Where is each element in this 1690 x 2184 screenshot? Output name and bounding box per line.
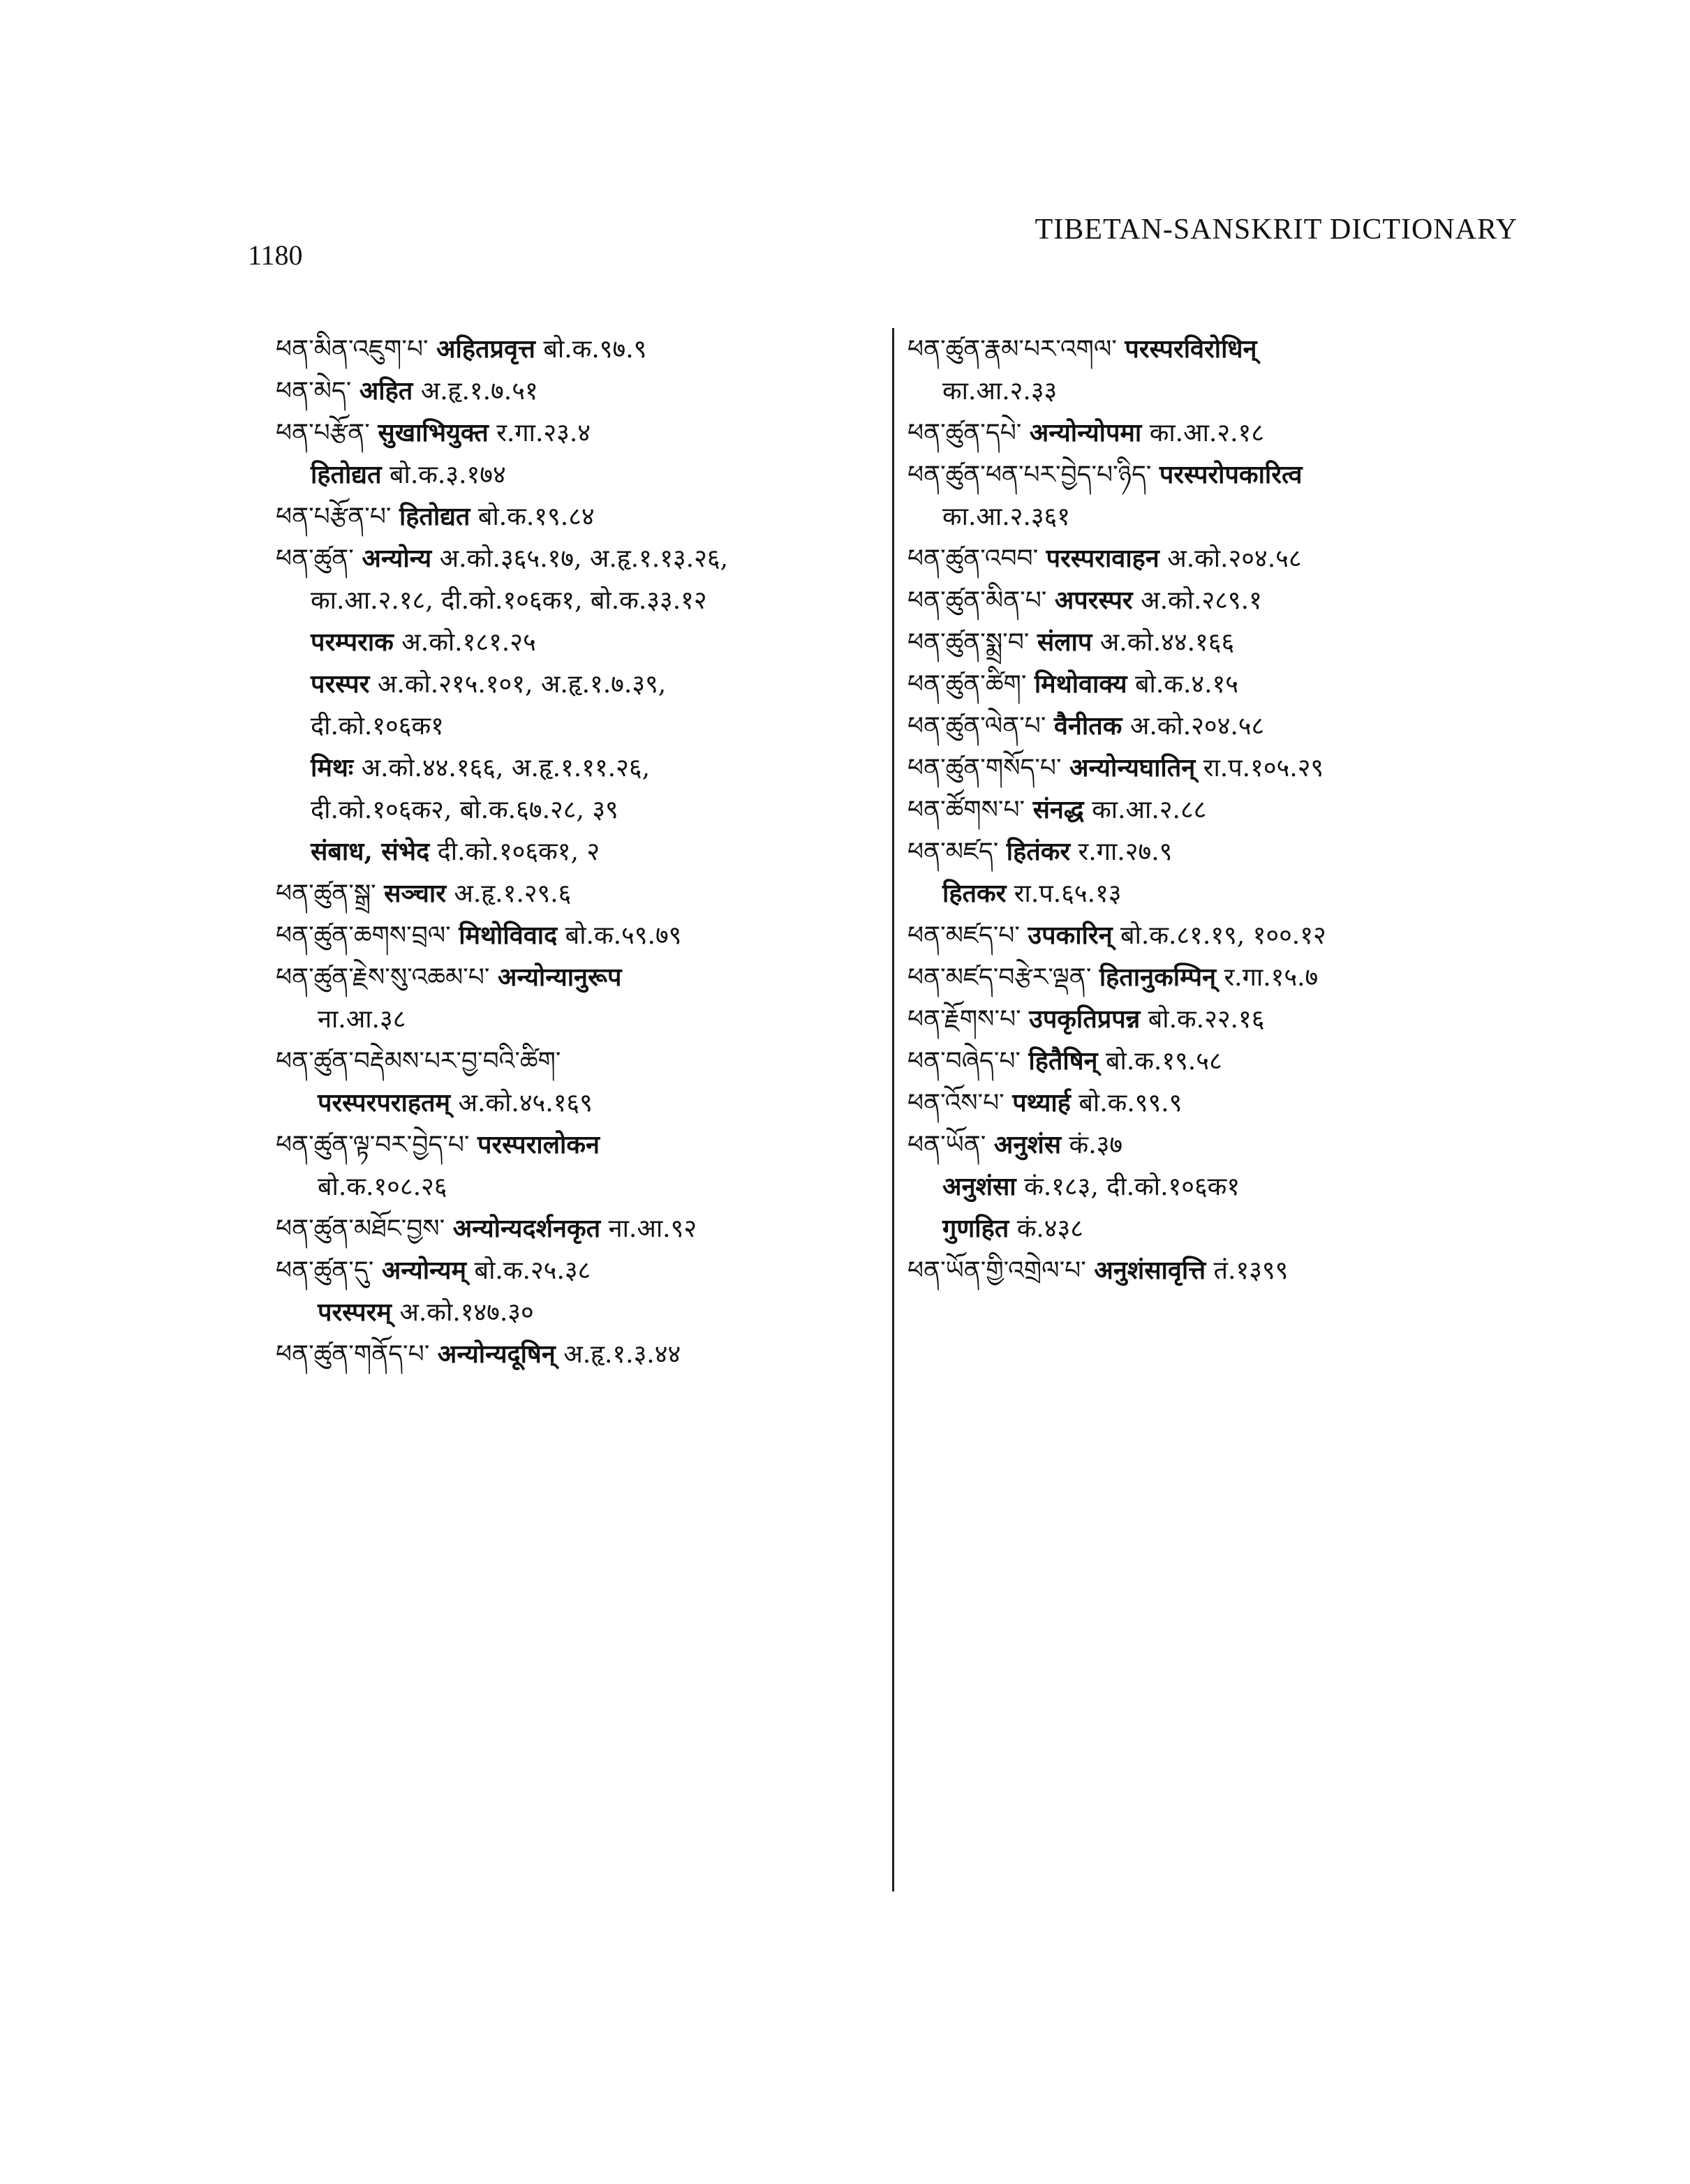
dictionary-line: [276, 454, 904, 496]
tibetan-headword: ཕན་ཚུན་གསོད་པ་: [907, 754, 1062, 782]
dictionary-line: [276, 663, 904, 705]
source-reference: बो.क.१०८.२६: [318, 1173, 447, 1201]
tibetan-headword: ཕན་ཚུན་ལེན་པ་: [907, 712, 1046, 741]
sanskrit-equivalent: संनद्ध: [1032, 795, 1084, 824]
dictionary-line: [907, 454, 1536, 496]
dictionary-line: [907, 1208, 1536, 1249]
dictionary-line: [276, 412, 904, 454]
sanskrit-equivalent: परस्परविरोधिन्: [1125, 334, 1257, 364]
dictionary-line: [907, 1249, 1536, 1291]
dictionary-line: [907, 705, 1536, 747]
dictionary-line: [276, 370, 904, 412]
dictionary-line: [276, 1166, 904, 1208]
sanskrit-equivalent: अनुशंसा: [942, 1172, 1016, 1201]
tibetan-headword: ཕན་ཚུན་མཐོང་བྱས་: [276, 1214, 445, 1243]
tibetan-headword: ཕན་འོས་པ་: [907, 1089, 1005, 1117]
sanskrit-equivalent: अन्योन्यम्: [381, 1256, 467, 1285]
dictionary-line: [907, 831, 1536, 872]
tibetan-headword: ཕན་མཛད་པ་: [907, 921, 1020, 950]
sanskrit-equivalent: मिथोवाक्य: [1034, 669, 1127, 699]
source-reference: र.गा.१५.७: [1224, 963, 1319, 992]
tibetan-headword: ཕན་ཚུན་བརྡེམས་པར་བྱ་བའི་ཚིག་: [276, 1047, 561, 1076]
source-reference: अ.को.३६५.१७, अ.हृ.१.१३.२६,: [439, 544, 729, 573]
dictionary-line: [907, 998, 1536, 1040]
left-column: [276, 328, 904, 1375]
sanskrit-equivalent: हितानुकम्पिन्: [1099, 963, 1216, 992]
running-head: TIBETAN-SANSKRIT DICTIONARY: [1035, 214, 1518, 246]
source-reference: अ.को.१४७.३०: [399, 1298, 534, 1327]
tibetan-headword: ཕན་ཚུན་དུ་: [276, 1256, 374, 1285]
sanskrit-equivalent: मिथः: [311, 753, 354, 782]
dictionary-line: [276, 328, 904, 370]
source-reference: ना.आ.३८: [318, 1005, 406, 1034]
sanskrit-equivalent: हितोद्यत: [399, 502, 470, 531]
sanskrit-equivalent: अन्योन्यदर्शनकृत: [452, 1214, 601, 1243]
dictionary-line: [276, 579, 904, 621]
dictionary-line: [276, 1291, 904, 1333]
dictionary-line: [276, 1208, 904, 1249]
dictionary-line: [907, 747, 1536, 789]
sanskrit-equivalent: अपरस्पर: [1054, 586, 1133, 615]
source-reference: कं.१८३, दी.को.१०६क१: [1024, 1173, 1240, 1201]
source-reference: का.आ.२.३३: [942, 377, 1058, 406]
dictionary-line: [276, 1249, 904, 1291]
sanskrit-equivalent: अनुशंसावृत्ति: [1094, 1256, 1206, 1285]
sanskrit-equivalent: उपकारिन्: [1028, 921, 1113, 950]
dictionary-line: [276, 998, 904, 1040]
tibetan-headword: ཕན་ཚུན་ཕན་པར་བྱེད་པ་ཉིད་: [907, 461, 1152, 489]
sanskrit-equivalent: परम्पराक: [311, 627, 394, 657]
tibetan-headword: ཕན་མཛད་: [907, 838, 999, 866]
sanskrit-equivalent: हितोद्यत: [311, 460, 382, 489]
source-reference: रा.प.६५.१३: [1014, 879, 1122, 908]
source-reference: अ.को.४४.१६६, अ.हृ.१.११.२६,: [361, 754, 651, 782]
source-reference: अ.हृ.१.७.५१: [420, 377, 538, 406]
sanskrit-equivalent: अन्योन्यघातिन्: [1069, 753, 1196, 782]
sanskrit-equivalent: संबाध, संभेद: [311, 837, 430, 866]
dictionary-line: [907, 370, 1536, 412]
sanskrit-equivalent: परस्पर: [311, 669, 370, 699]
sanskrit-equivalent: अहित: [359, 376, 413, 406]
sanskrit-equivalent: अनुशंस: [993, 1130, 1062, 1159]
dictionary-line: [907, 621, 1536, 663]
dictionary-line: [907, 1040, 1536, 1082]
sanskrit-equivalent: परस्परपराहतम्: [318, 1088, 451, 1117]
source-reference: बो.क.१९.८४: [477, 503, 595, 531]
source-reference: बो.क.८१.१९, १००.१२: [1120, 921, 1326, 950]
tibetan-headword: ཕན་ཚོགས་པ་: [907, 796, 1025, 824]
source-reference: अ.को.२०४.५८: [1129, 712, 1265, 741]
page-number: 1180: [248, 239, 303, 271]
sanskrit-equivalent: परस्परावाहन: [1046, 544, 1159, 573]
dictionary-line: [276, 872, 904, 914]
source-reference: बो.क.५९.७९: [565, 921, 682, 950]
source-reference: र.गा.२७.९: [1078, 838, 1173, 866]
dictionary-line: [907, 412, 1536, 454]
sanskrit-equivalent: परस्परालोकन: [477, 1130, 600, 1159]
source-reference: अ.हृ.१.३.४४: [563, 1340, 681, 1369]
source-reference: कं.३७: [1069, 1131, 1123, 1159]
source-reference: का.आ.२.३६१: [942, 503, 1070, 531]
dictionary-line: [907, 537, 1536, 579]
dictionary-line: [276, 747, 904, 789]
tibetan-headword: ཕན་ཚུན་ལྟ་བར་བྱེད་པ་: [276, 1131, 470, 1159]
dictionary-line: [907, 872, 1536, 914]
dictionary-line: [907, 328, 1536, 370]
source-reference: का.आ.२.१८, दी.को.१०६क१, बो.क.३३.१२: [311, 586, 707, 615]
tibetan-headword: ཕན་བཞེད་པ་: [907, 1047, 1021, 1076]
tibetan-headword: ཕན་པརྩོན་: [276, 419, 370, 447]
dictionary-line: [907, 1082, 1536, 1124]
dictionary-line: [907, 1124, 1536, 1166]
dictionary-line: [907, 789, 1536, 831]
tibetan-headword: ཕན་མཛད་བརྩེར་ལྡན་: [907, 963, 1092, 992]
source-reference: बो.क.४.१५: [1134, 670, 1238, 699]
dictionary-line: [907, 956, 1536, 998]
source-reference: अ.को.४५.१६९: [458, 1089, 593, 1117]
dictionary-line: [276, 789, 904, 831]
sanskrit-equivalent: हितकर: [942, 879, 1007, 908]
sanskrit-equivalent: पथ्यार्ह: [1012, 1088, 1071, 1117]
sanskrit-equivalent: अन्योन्य: [362, 544, 432, 573]
tibetan-headword: ཕན་ཚུན་མིན་པ་: [907, 586, 1047, 615]
sanskrit-equivalent: परस्परोपकारित्व: [1159, 460, 1303, 489]
sanskrit-equivalent: वैनीतक: [1053, 711, 1122, 741]
sanskrit-equivalent: संलाप: [1037, 627, 1092, 657]
source-reference: दी.को.१०६क१: [311, 712, 444, 741]
dictionary-line: [276, 1040, 904, 1082]
tibetan-headword: ཕན་མེད་: [276, 377, 352, 406]
dictionary-line: [907, 663, 1536, 705]
source-reference: अ.को.४४.१६६: [1099, 628, 1235, 657]
sanskrit-equivalent: अन्योन्यदूषिन्: [437, 1339, 556, 1369]
source-reference: का.आ.२.८८: [1092, 796, 1207, 824]
tibetan-headword: ཕན་ཚུན་: [276, 544, 354, 573]
tibetan-headword: ཕན་ཚུན་དཔེ་: [907, 419, 1022, 447]
source-reference: अ.हृ.१.२९.६: [454, 879, 572, 908]
dictionary-line: [907, 496, 1536, 537]
dictionary-line: [907, 1166, 1536, 1208]
dictionary-line: [276, 537, 904, 579]
source-reference: बो.क.९९.९: [1079, 1089, 1183, 1117]
source-reference: अ.को.२१५.१०१, अ.हृ.१.७.३९,: [377, 670, 667, 699]
source-reference: दी.को.१०६क२, बो.क.६७.२८, ३९: [311, 796, 618, 824]
source-reference: बो.क.२२.१६: [1148, 1005, 1265, 1034]
tibetan-headword: ཕན་ཚུན་ཆགས་བྲལ་: [276, 921, 451, 950]
sanskrit-equivalent: परस्परम्: [318, 1298, 392, 1327]
source-reference: बो.क.३.१७४: [389, 461, 506, 489]
source-reference: कं.४३८: [1016, 1214, 1083, 1243]
dictionary-line: [276, 1124, 904, 1166]
source-reference: बो.क.१९.५८: [1105, 1047, 1222, 1076]
source-reference: अ.को.१८१.२५: [401, 628, 536, 657]
tibetan-headword: ཕན་ཚུན་ཚིག་: [907, 670, 1027, 699]
dictionary-line: [907, 579, 1536, 621]
source-reference: बो.क.९७.९: [543, 335, 647, 364]
sanskrit-equivalent: हितंकर: [1006, 837, 1071, 866]
tibetan-headword: ཕན་ཡོན་: [907, 1131, 986, 1159]
tibetan-headword: ཕན་རྗོགས་པ་: [907, 1005, 1021, 1034]
right-column: [907, 328, 1536, 1291]
source-reference: ना.आ.९२: [608, 1214, 697, 1243]
sanskrit-equivalent: अन्योन्योपमा: [1029, 418, 1142, 447]
tibetan-headword: ཕན་ཚུན་འབབ་: [907, 544, 1039, 573]
sanskrit-equivalent: अहितप्रवृत्त: [436, 334, 535, 364]
source-reference: तं.१३९९: [1213, 1256, 1289, 1285]
tibetan-headword: ཕན་ཚུན་སྨྲ་བ་: [907, 628, 1030, 657]
sanskrit-equivalent: सञ्चार: [384, 879, 446, 908]
dictionary-line: [276, 914, 904, 956]
sanskrit-equivalent: हितैषिन्: [1028, 1046, 1098, 1076]
sanskrit-equivalent: अन्योन्यानुरूप: [497, 963, 622, 992]
tibetan-headword: ཕན་མིན་འཇུག་པ་: [276, 335, 429, 364]
sanskrit-equivalent: सुखाभियुक्त: [378, 418, 489, 447]
dictionary-line: [276, 621, 904, 663]
dictionary-line: [907, 914, 1536, 956]
dictionary-line: [276, 496, 904, 537]
tibetan-headword: ཕན་ཚུན་གནོད་པ་: [276, 1340, 430, 1369]
source-reference: र.गा.२३.४: [496, 419, 591, 447]
source-reference: दी.को.१०६क१, २: [437, 838, 600, 866]
sanskrit-equivalent: गुणहित: [942, 1214, 1009, 1243]
tibetan-headword: ཕན་ཚུན་རྣམ་པར་འགལ་: [907, 335, 1117, 364]
dictionary-line: [276, 705, 904, 747]
source-reference: का.आ.२.१८: [1149, 419, 1264, 447]
dictionary-line: [276, 1082, 904, 1124]
tibetan-headword: ཕན་ཚུན་སྒྲ་: [276, 879, 376, 908]
source-reference: अ.को.२०४.५८: [1167, 544, 1302, 573]
source-reference: रा.प.१०५.२९: [1203, 754, 1324, 782]
dictionary-line: [276, 956, 904, 998]
dictionary-line: [276, 831, 904, 872]
tibetan-headword: ཕན་ཚུན་རྗེས་སུ་འཆམ་པ་: [276, 963, 490, 992]
column-divider: [892, 328, 894, 1892]
sanskrit-equivalent: उपकृतिप्रपन्न: [1029, 1004, 1141, 1034]
dictionary-line: [276, 1333, 904, 1375]
tibetan-headword: ཕན་པརྩོན་པ་: [276, 503, 392, 531]
tibetan-headword: ཕན་ཡོན་གྱི་འགྲེལ་པ་: [907, 1256, 1086, 1285]
sanskrit-equivalent: मिथोविवाद: [459, 921, 558, 950]
source-reference: अ.को.२८९.१: [1141, 586, 1262, 615]
source-reference: बो.क.२५.३८: [474, 1256, 591, 1285]
